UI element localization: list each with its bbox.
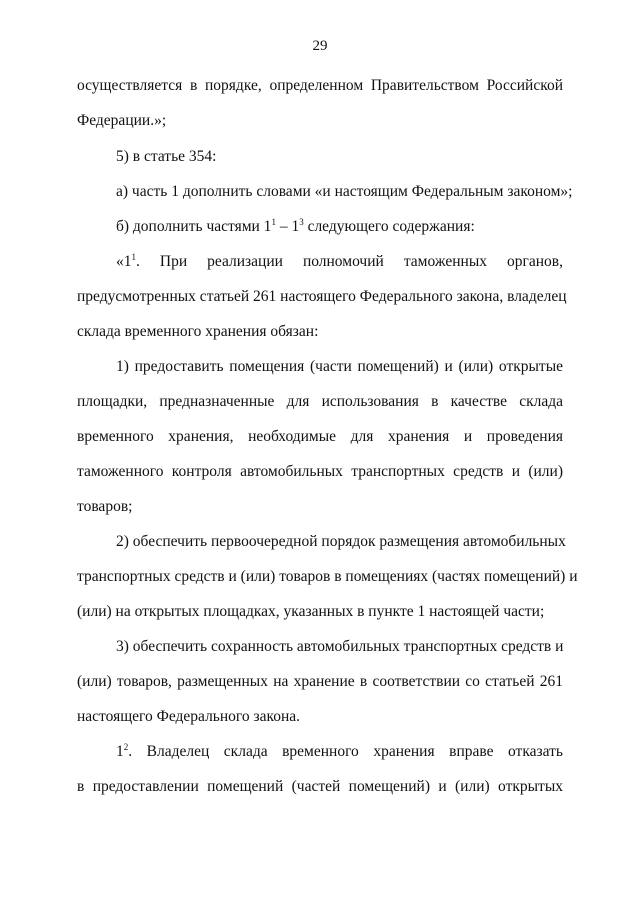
text-fragment: – 1 (275, 218, 300, 235)
text-line: 3) обеспечить сохранность автомобильных транспортных средств и (116, 638, 564, 655)
clause-number: $1^2$. (116, 742, 133, 760)
text-line: таможенного контроля автомобильных транспортных средств и (или) (77, 463, 563, 480)
text-line: (или) товаров, размещенных на хранение в соответствии со статьей 261 (77, 673, 563, 690)
text-line: транспортных средств и (или) товаров в помещениях (частях помещений) и (77, 568, 578, 585)
text-line: 5) в статье 354: (116, 148, 217, 165)
page-number: 29 (312, 38, 328, 54)
text-line: склада временного хранения обязан: (77, 323, 319, 340)
text-line: 2) обеспечить первоочередной порядок размещения автомобильных (116, 533, 566, 550)
clause-number: «$1^1$. (116, 252, 140, 270)
text-line: настоящего Федерального закона. (77, 708, 301, 725)
text-line: осуществляется в порядке, определенном Правительством Российской (77, 77, 563, 94)
text-line: «$1^1$. При реализации полномочий таможенных органов, (116, 252, 563, 270)
text-line (116, 217, 563, 237)
text-line: временного хранения, необходимые для хранения и проведения (77, 428, 563, 445)
text-line: Федерации.»; (77, 112, 167, 129)
superscript: 1 (271, 217, 276, 227)
superscript: 3 (299, 217, 304, 227)
text-line: в предоставлении помещений (частей помещений) и (или) открытых (77, 778, 563, 795)
text-line: площадки, предназначенные для использования в качестве склада (77, 393, 563, 410)
text-line: предусмотренных статьей 261 настоящего Федерального закона, владелец (77, 288, 567, 305)
text-line: товаров; (77, 498, 133, 515)
superscript: 2 (123, 742, 129, 752)
text-fragment: следующего содержания: (303, 218, 475, 235)
superscript: 1 (131, 252, 136, 262)
text-fragment: б) дополнить частями 1 (116, 218, 272, 235)
text-line: 1) предоставить помещения (части помещений) и (или) открытые (116, 358, 563, 375)
text-line: $1^2$. Владелец склада временного хранения вправе отказать (116, 742, 563, 760)
text-line: а) часть 1 дополнить словами «и настоящим Федеральным законом»; (116, 183, 573, 200)
text-line: (или) на открытых площадках, указанных в пункте 1 настоящей части; (77, 603, 545, 620)
